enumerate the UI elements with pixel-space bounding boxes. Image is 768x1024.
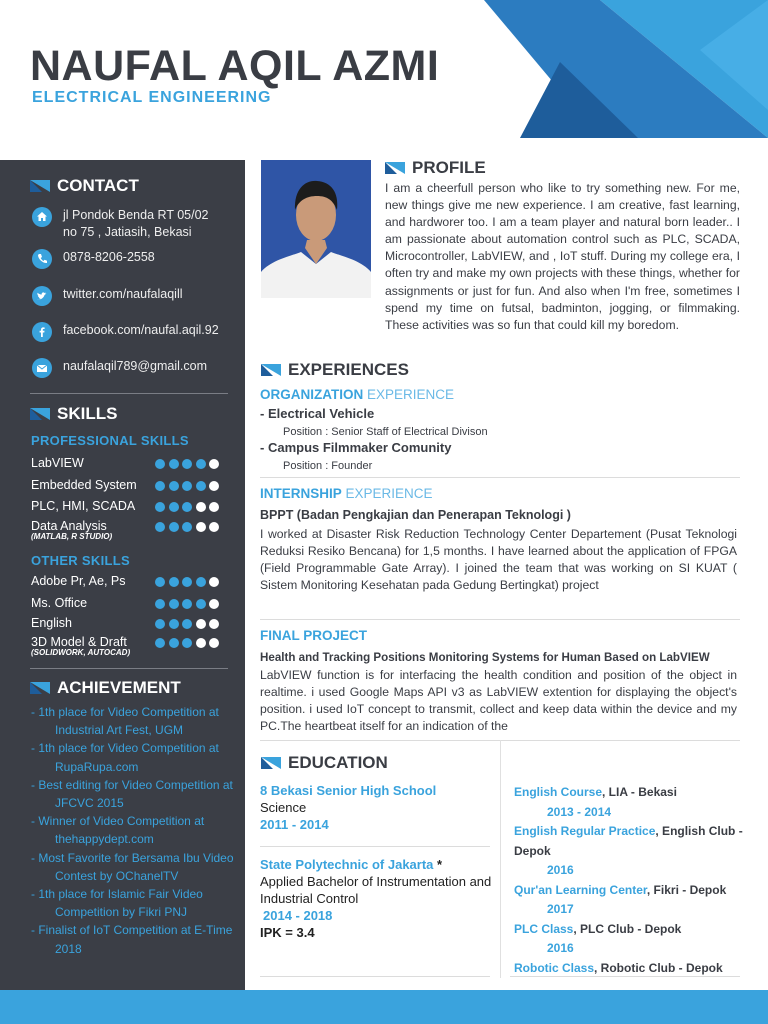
twitter-icon bbox=[32, 286, 52, 306]
school2-major: Applied Bachelor of Instrumentation and Industrial Control bbox=[260, 874, 492, 906]
skill-rating bbox=[155, 577, 223, 587]
experiences-heading bbox=[261, 359, 409, 381]
rating-dot bbox=[196, 577, 206, 587]
course-years: 2016 bbox=[547, 863, 574, 877]
course-name: Qur'an Learning Center bbox=[514, 882, 647, 897]
internship-title-light: EXPERIENCE bbox=[341, 486, 433, 501]
education-school2 bbox=[260, 856, 500, 941]
contact-facebook-text[interactable]: facebook.com/naufal.aqil.92 bbox=[63, 323, 219, 337]
skill-row bbox=[31, 616, 231, 630]
contact-address bbox=[32, 207, 208, 241]
sidebar-divider bbox=[30, 393, 228, 394]
heading-flag-icon bbox=[261, 757, 281, 769]
rating-dot bbox=[209, 599, 219, 609]
rating-dot bbox=[169, 459, 179, 469]
rating-dot bbox=[182, 599, 192, 609]
achievement-item: - Finalist of IoT Competition at E-Time 2018 bbox=[31, 923, 233, 956]
rating-dot bbox=[155, 577, 165, 587]
contact-heading bbox=[30, 175, 139, 197]
skill-name: PLC, HMI, SCADA bbox=[31, 499, 136, 513]
rating-dot bbox=[169, 481, 179, 491]
organization-title-bold: ORGANIZATION bbox=[260, 387, 364, 402]
rating-dot bbox=[169, 577, 179, 587]
rating-dot bbox=[209, 459, 219, 469]
skill-row bbox=[31, 456, 231, 470]
resume-header bbox=[0, 0, 768, 160]
contact-phone-text: 0878-8206-2558 bbox=[63, 250, 155, 264]
rating-dot bbox=[209, 638, 219, 648]
skill-rating bbox=[155, 638, 223, 648]
contact-twitter-text[interactable]: twitter.com/naufalaqill bbox=[63, 287, 183, 301]
skill-name: 3D Model & Draft bbox=[31, 635, 127, 649]
education-divider bbox=[260, 976, 490, 977]
org-item-position: Position : Senior Staff of Electrical Divison bbox=[283, 426, 488, 438]
course-item bbox=[514, 881, 754, 920]
rating-dot bbox=[209, 522, 219, 532]
school2-name bbox=[260, 856, 500, 873]
rating-dot bbox=[196, 459, 206, 469]
other-skills-heading: OTHER SKILLS bbox=[31, 553, 130, 568]
rating-dot bbox=[169, 599, 179, 609]
school2-years: 2014 - 2018 bbox=[263, 908, 333, 923]
rating-dot bbox=[209, 619, 219, 629]
achievement-item: - Most Favorite for Bersama Ibu Video Contest by OChanelTV bbox=[31, 850, 234, 883]
rating-dot bbox=[155, 522, 165, 532]
contact-twitter[interactable] bbox=[32, 286, 183, 306]
heading-flag-icon bbox=[261, 364, 281, 376]
achievement-item: - 1th place for Video Competition at Industrial Art Fest, UGM bbox=[31, 705, 219, 738]
course-name: English Regular Practice bbox=[514, 824, 656, 838]
experiences-heading-label: EXPERIENCES bbox=[288, 360, 409, 379]
course-place: , LIA - Bekasi bbox=[602, 785, 677, 799]
org-item-position: Position : Founder bbox=[283, 460, 373, 472]
skill-row bbox=[31, 499, 231, 513]
rating-dot bbox=[155, 619, 165, 629]
course-item bbox=[514, 920, 754, 959]
address-line2: no 75 , Jatiasih, Bekasi bbox=[63, 225, 192, 239]
course-item bbox=[514, 822, 754, 881]
education-school1 bbox=[260, 782, 500, 833]
achievement-heading bbox=[30, 677, 181, 699]
course-place: , Fikri - Depok bbox=[646, 882, 727, 897]
facebook-icon bbox=[32, 322, 52, 342]
courses-list bbox=[514, 783, 754, 978]
skill-row bbox=[31, 519, 231, 541]
rating-dot bbox=[196, 481, 206, 491]
organization-title bbox=[260, 387, 454, 402]
rating-dot bbox=[209, 481, 219, 491]
phone-icon bbox=[32, 249, 52, 269]
course-name: English Course bbox=[514, 785, 603, 799]
rating-dot bbox=[155, 459, 165, 469]
rating-dot bbox=[182, 638, 192, 648]
internship-title bbox=[260, 486, 433, 501]
final-project-subtitle: Health and Tracking Positions Monitoring Systems for Human Based on LabVIEW bbox=[260, 651, 710, 664]
school2-ipk: IPK = 3.4 bbox=[260, 925, 315, 940]
rating-dot bbox=[196, 599, 206, 609]
education-heading-label: EDUCATION bbox=[288, 753, 388, 772]
rating-dot bbox=[209, 502, 219, 512]
mail-icon bbox=[32, 358, 52, 378]
heading-flag-icon bbox=[30, 682, 50, 694]
section-divider bbox=[260, 619, 740, 620]
achievement-item: - 1th place for Islamic Fair Video Competition by Fikri PNJ bbox=[31, 887, 203, 920]
achievement-item: - 1th place for Video Competition at RupaRupa.com bbox=[31, 741, 219, 774]
heading-flag-icon bbox=[30, 408, 50, 420]
skill-name: English bbox=[31, 616, 72, 630]
rating-dot bbox=[169, 638, 179, 648]
rating-dot bbox=[196, 502, 206, 512]
profile-text: I am a cheerfull person who like to try something new. For me, new things give me new experience. I am creative, fast learning, and hardworer too. I am a team player and natural born leader.. I am passionate about automation control such as PLC, SCADA, Microcontroller, LabVIEW, and , IoT stuff. During my college era, I often try and make my own projects with these things, whether for assignments or just for fun. And also when I'm free, sometimes I spend my time on futsal, badminton, jogging, or filmmaking. These activities was so fun that could kill my boredom. bbox=[385, 181, 740, 332]
school1-years: 2011 - 2014 bbox=[260, 817, 329, 832]
course-name: Robotic Class bbox=[514, 960, 595, 975]
home-icon bbox=[32, 207, 52, 227]
skill-rating bbox=[155, 522, 223, 532]
final-project-text: LabVIEW function is for interfacing the health condition and position of the object in realtime. i used Google Maps API v3 as LabVIEW extention for displaying the object's position. i used IoT concept to transmit, collect and keep data within the device and my PC.The heartbeat itself for an indication of the bbox=[260, 668, 737, 734]
sidebar-divider bbox=[30, 668, 228, 669]
contact-email[interactable] bbox=[32, 358, 207, 378]
skill-rating bbox=[155, 599, 223, 609]
education-heading bbox=[261, 752, 388, 774]
rating-dot bbox=[182, 481, 192, 491]
skill-name: LabVIEW bbox=[31, 456, 84, 470]
course-years: 2017 bbox=[547, 902, 574, 916]
resume-subtitle: ELECTRICAL ENGINEERING bbox=[32, 89, 272, 106]
school2-name-text: State Polytechnic of Jakarta bbox=[260, 857, 434, 872]
course-place: , Robotic Club - Depok bbox=[594, 960, 723, 975]
rating-dot bbox=[182, 522, 192, 532]
course-item bbox=[514, 783, 754, 822]
org-item-name: - Campus Filmmaker Comunity bbox=[260, 440, 452, 455]
skill-name: Data Analysis bbox=[31, 519, 107, 533]
heading-flag-icon bbox=[30, 180, 50, 192]
rating-dot bbox=[169, 502, 179, 512]
course-place: , PLC Club - Depok bbox=[573, 921, 682, 936]
contact-email-text[interactable]: naufalaqil789@gmail.com bbox=[63, 359, 208, 373]
contact-heading-label: CONTACT bbox=[57, 176, 139, 195]
professional-skills-heading: PROFESSIONAL SKILLS bbox=[31, 433, 189, 448]
org-name: Campus Filmmaker Comunity bbox=[267, 440, 452, 455]
rating-dot bbox=[196, 522, 206, 532]
profile-heading bbox=[385, 157, 486, 179]
skill-rating bbox=[155, 619, 223, 629]
skill-row bbox=[31, 596, 231, 610]
rating-dot bbox=[155, 638, 165, 648]
address-line1: jl Pondok Benda RT 05/02 bbox=[63, 208, 209, 222]
org-item-name: - Electrical Vehicle bbox=[260, 406, 375, 421]
internship-company: BPPT (Badan Pengkajian dan Penerapan Teknologi ) bbox=[260, 508, 571, 522]
school2-mark: * bbox=[437, 857, 443, 872]
contact-facebook[interactable] bbox=[32, 322, 219, 342]
internship-title-bold: INTERNSHIP bbox=[260, 486, 342, 501]
achievement-heading-label: ACHIEVEMENT bbox=[57, 678, 181, 697]
sidebar bbox=[0, 160, 245, 990]
course-name: PLC Class bbox=[514, 921, 574, 936]
profile-photo-image bbox=[261, 160, 371, 298]
section-divider bbox=[260, 477, 740, 478]
achievement-list bbox=[31, 703, 236, 958]
org-name: Electrical Vehicle bbox=[267, 406, 375, 421]
profile-photo bbox=[261, 160, 371, 298]
skill-row bbox=[31, 635, 231, 657]
skill-rating bbox=[155, 459, 223, 469]
skill-rating bbox=[155, 502, 223, 512]
education-divider bbox=[260, 846, 490, 847]
footer-bar bbox=[0, 990, 768, 1024]
skill-name: Adobe Pr, Ae, Ps bbox=[31, 574, 126, 588]
skills-heading-label: SKILLS bbox=[57, 404, 118, 423]
resume-name: NAUFAL AQIL AZMI bbox=[30, 42, 440, 90]
rating-dot bbox=[155, 599, 165, 609]
achievement-item: - Best editing for Video Competition at JFCVC 2015 bbox=[31, 777, 233, 811]
skill-row bbox=[31, 478, 231, 492]
contact-address-text bbox=[63, 207, 208, 241]
rating-dot bbox=[196, 638, 206, 648]
skill-name: Embedded System bbox=[31, 478, 137, 492]
profile-heading-label: PROFILE bbox=[412, 158, 486, 177]
rating-dot bbox=[182, 577, 192, 587]
rating-dot bbox=[182, 619, 192, 629]
skill-rating bbox=[155, 481, 223, 491]
rating-dot bbox=[209, 577, 219, 587]
skill-note: (SOLIDWORK, AUTOCAD) bbox=[31, 648, 131, 657]
internship-text: I worked at Disaster Risk Reduction Technology Center Departement (Pusat Teknologi Reduksi Resiko Bencana) for 1,5 months. I have learned about the application of FPGA (Field Programmable Gate Array). I joined the team that was working on SI KUAT ( Sistem Monitoring Kesehatan pada Gedung Bertingkat) project bbox=[260, 527, 737, 593]
heading-flag-icon bbox=[385, 162, 405, 174]
course-years: 2016 bbox=[547, 941, 574, 955]
contact-phone bbox=[32, 249, 155, 269]
course-place: , English Club - Depok bbox=[514, 824, 743, 858]
skill-row bbox=[31, 574, 231, 588]
achievement-item: - Winner of Video Competition at thehappydept.com bbox=[31, 814, 205, 847]
rating-dot bbox=[182, 459, 192, 469]
course-years: 2013 - 2014 bbox=[547, 804, 612, 819]
organization-title-light: EXPERIENCE bbox=[363, 387, 455, 402]
rating-dot bbox=[196, 619, 206, 629]
skill-note: (MATLAB, R STUDIO) bbox=[31, 532, 113, 541]
rating-dot bbox=[169, 522, 179, 532]
school1-name: 8 Bekasi Senior High School bbox=[260, 783, 437, 798]
rating-dot bbox=[155, 502, 165, 512]
rating-dot bbox=[155, 481, 165, 491]
main-content bbox=[245, 160, 768, 990]
school1-major: Science bbox=[260, 800, 307, 815]
rating-dot bbox=[169, 619, 179, 629]
education-divider bbox=[510, 976, 740, 977]
final-project-title: FINAL PROJECT bbox=[260, 628, 368, 643]
skills-heading bbox=[30, 403, 117, 425]
rating-dot bbox=[182, 502, 192, 512]
education-column-divider bbox=[500, 740, 501, 978]
skill-name: Ms. Office bbox=[31, 596, 88, 610]
